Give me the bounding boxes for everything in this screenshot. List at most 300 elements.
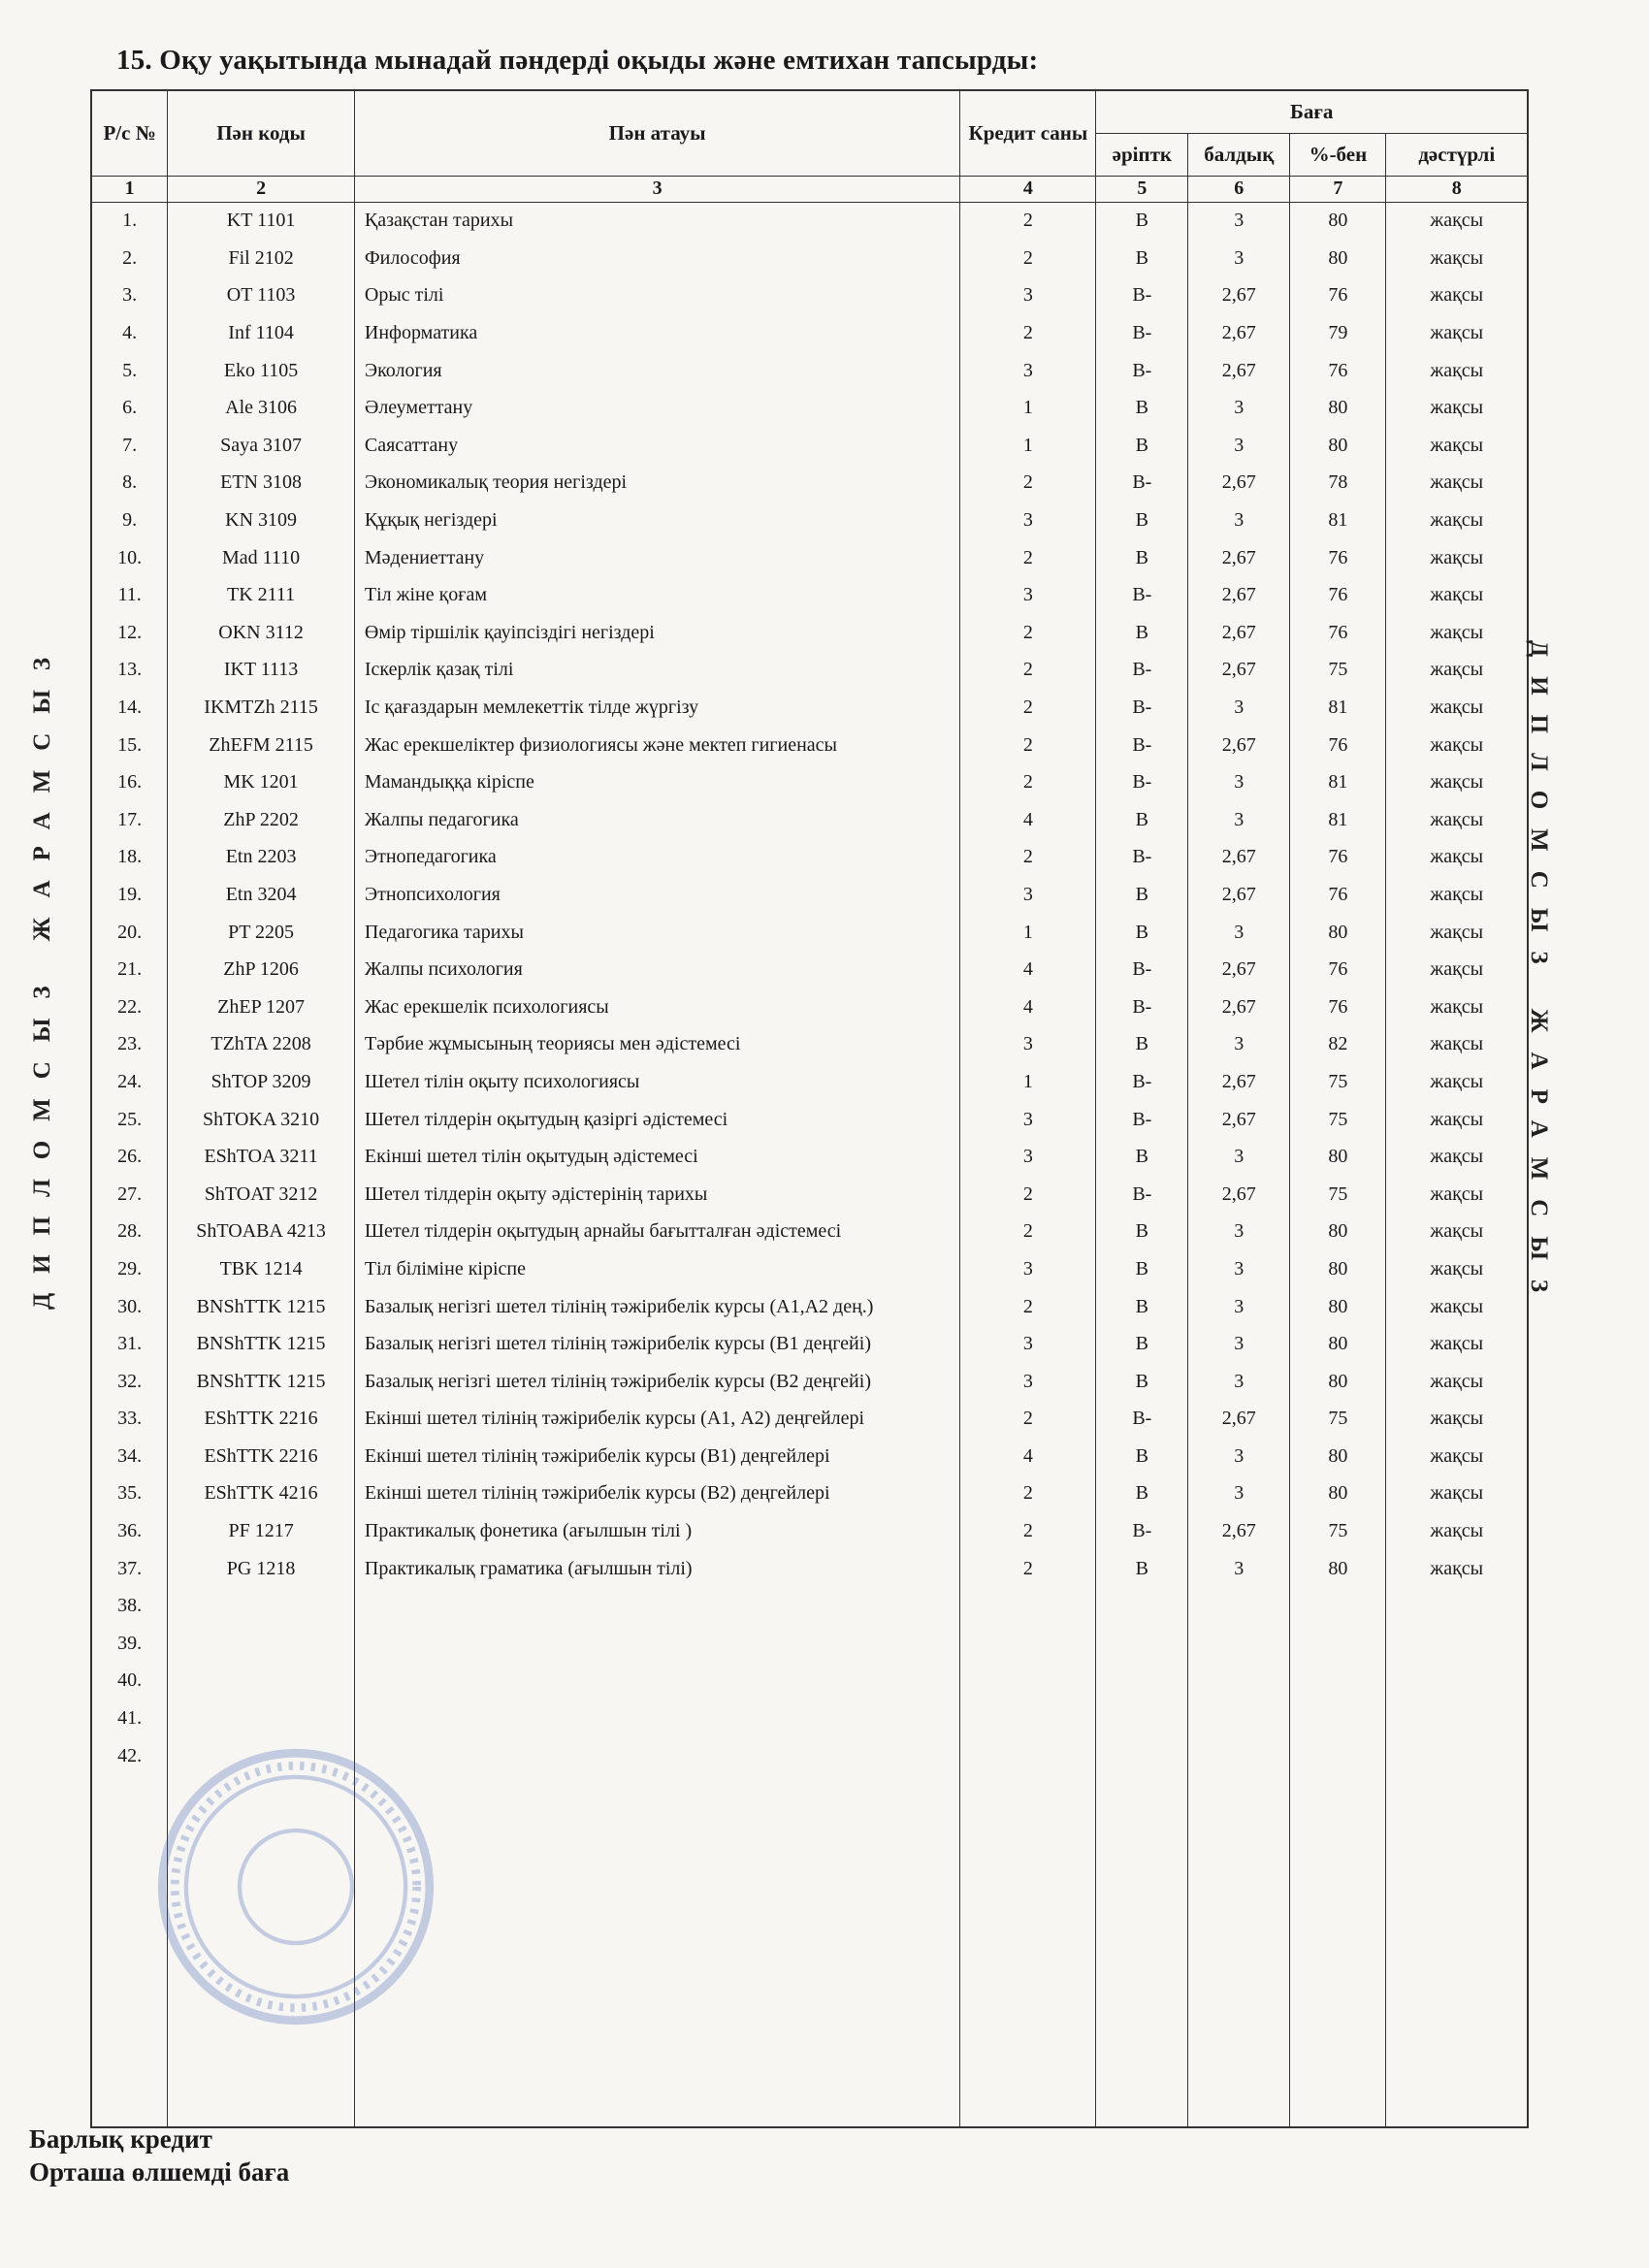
course-name: Педагогика тарихы xyxy=(354,914,959,952)
letter-grade: B xyxy=(1096,614,1188,652)
credits-cell: 3 xyxy=(960,1138,1096,1176)
traditional-grade: жақсы xyxy=(1386,352,1528,390)
table-row xyxy=(91,763,1528,801)
side-watermark-right: ДИПЛОМСЫЗ ЖАРАМСЫЗ xyxy=(1526,640,1552,1312)
row-number: 35. xyxy=(91,1475,168,1513)
header-name: Пән атауы xyxy=(354,90,959,176)
column-number: 7 xyxy=(1290,176,1386,202)
points-grade: 2,67 xyxy=(1188,277,1290,315)
traditional-grade: жақсы xyxy=(1386,1176,1528,1214)
letter-grade: B- xyxy=(1096,727,1188,764)
percent-grade: 80 xyxy=(1290,202,1386,240)
credits-cell: 2 xyxy=(960,763,1096,801)
course-name: Екінші шетел тілінің тәжірибелік курсы (А1, А2) деңгейлері xyxy=(354,1401,959,1439)
letter-grade: B- xyxy=(1096,689,1188,727)
table-row xyxy=(91,1176,1528,1214)
table-row xyxy=(91,1214,1528,1251)
page-title: 15. Оқу уақытында мынадай пәндерді оқыды және емтихан тапсырды: xyxy=(116,45,1039,76)
traditional-grade: жақсы xyxy=(1386,1288,1528,1326)
row-number: 16. xyxy=(91,763,168,801)
points-grade: 3 xyxy=(1188,1214,1290,1251)
course-code: Ale 3106 xyxy=(168,389,355,427)
row-number: 15. xyxy=(91,727,168,764)
course-name: Өмір тіршілік қауіпсіздігі негіздері xyxy=(354,614,959,652)
table-row xyxy=(91,727,1528,764)
filler-cell xyxy=(354,1774,959,2127)
traditional-grade: жақсы xyxy=(1386,502,1528,539)
letter-grade: B xyxy=(1096,1438,1188,1475)
row-number: 19. xyxy=(91,876,168,914)
course-name: Екінші шетел тілінің тәжірибелік курсы (В1) деңгейлері xyxy=(354,1438,959,1475)
row-number: 22. xyxy=(91,988,168,1026)
percent-grade: 78 xyxy=(1290,465,1386,502)
course-code: OKN 3112 xyxy=(168,614,355,652)
table-row xyxy=(91,801,1528,839)
table-row xyxy=(91,1625,1528,1663)
course-code: MK 1201 xyxy=(168,763,355,801)
course-name: Практикалық граматика (ағылшын тілі) xyxy=(354,1550,959,1588)
points-grade: 2,67 xyxy=(1188,614,1290,652)
letter-grade: B- xyxy=(1096,576,1188,614)
table-row xyxy=(91,1288,1528,1326)
course-name: Екінші шетел тілін оқытудың әдістемесі xyxy=(354,1138,959,1176)
column-number: 2 xyxy=(168,176,355,202)
percent-grade: 80 xyxy=(1290,1325,1386,1363)
course-code: Fil 2102 xyxy=(168,240,355,277)
credits-cell: 2 xyxy=(960,614,1096,652)
traditional-grade: жақсы xyxy=(1386,202,1528,240)
column-number: 1 xyxy=(91,176,168,202)
row-number: 20. xyxy=(91,914,168,952)
points-grade: 3 xyxy=(1188,1475,1290,1513)
points-grade: 3 xyxy=(1188,689,1290,727)
traditional-grade: жақсы xyxy=(1386,277,1528,315)
percent-grade: 80 xyxy=(1290,1250,1386,1288)
table-row xyxy=(91,502,1528,539)
percent-grade xyxy=(1290,1587,1386,1625)
column-number: 6 xyxy=(1188,176,1290,202)
row-number: 21. xyxy=(91,951,168,988)
table-row xyxy=(91,652,1528,690)
points-grade: 2,67 xyxy=(1188,988,1290,1026)
points-grade: 2,67 xyxy=(1188,465,1290,502)
header-points: балдық xyxy=(1188,133,1290,176)
official-seal-icon xyxy=(155,1746,436,2027)
table-row xyxy=(91,1512,1528,1550)
traditional-grade: жақсы xyxy=(1386,914,1528,952)
points-grade xyxy=(1188,1737,1290,1775)
side-watermark-left: ДИПЛОМСЫЗ ЖАРАМСЫЗ xyxy=(29,637,55,1310)
points-grade: 2,67 xyxy=(1188,727,1290,764)
percent-grade: 81 xyxy=(1290,763,1386,801)
course-code: KT 1101 xyxy=(168,202,355,240)
credits-cell: 1 xyxy=(960,427,1096,465)
points-grade: 3 xyxy=(1188,801,1290,839)
percent-grade: 76 xyxy=(1290,277,1386,315)
percent-grade: 75 xyxy=(1290,1512,1386,1550)
percent-grade: 76 xyxy=(1290,876,1386,914)
traditional-grade: жақсы xyxy=(1386,576,1528,614)
header-letter: әріптк xyxy=(1096,133,1188,176)
course-name: Шетел тілін оқыту психологиясы xyxy=(354,1063,959,1101)
points-grade xyxy=(1188,1587,1290,1625)
points-grade: 2,67 xyxy=(1188,539,1290,577)
percent-grade: 76 xyxy=(1290,576,1386,614)
course-code: Mad 1110 xyxy=(168,539,355,577)
course-code: ETN 3108 xyxy=(168,465,355,502)
credits-cell: 1 xyxy=(960,1063,1096,1101)
course-code: Etn 3204 xyxy=(168,876,355,914)
row-number: 6. xyxy=(91,389,168,427)
table-row xyxy=(91,465,1528,502)
table-row xyxy=(91,539,1528,577)
traditional-grade: жақсы xyxy=(1386,465,1528,502)
points-grade xyxy=(1188,1625,1290,1663)
points-grade: 3 xyxy=(1188,1363,1290,1401)
percent-grade: 76 xyxy=(1290,839,1386,877)
traditional-grade: жақсы xyxy=(1386,1250,1528,1288)
course-code: BNShTTK 1215 xyxy=(168,1325,355,1363)
traditional-grade: жақсы xyxy=(1386,727,1528,764)
letter-grade: B- xyxy=(1096,763,1188,801)
letter-grade: B- xyxy=(1096,1101,1188,1139)
traditional-grade: жақсы xyxy=(1386,1026,1528,1064)
points-grade: 3 xyxy=(1188,389,1290,427)
credits-cell: 2 xyxy=(960,314,1096,352)
letter-grade: B xyxy=(1096,914,1188,952)
header-num: Р/с № xyxy=(91,90,168,176)
course-code: BNShTTK 1215 xyxy=(168,1288,355,1326)
letter-grade: B xyxy=(1096,876,1188,914)
points-grade: 3 xyxy=(1188,914,1290,952)
table-row xyxy=(91,614,1528,652)
row-number: 25. xyxy=(91,1101,168,1139)
credits-cell: 4 xyxy=(960,1438,1096,1475)
letter-grade xyxy=(1096,1700,1188,1737)
points-grade: 3 xyxy=(1188,1138,1290,1176)
letter-grade: B- xyxy=(1096,839,1188,877)
course-name: Практикалық фонетика (ағылшын тілі ) xyxy=(354,1512,959,1550)
percent-grade: 76 xyxy=(1290,539,1386,577)
credits-cell: 3 xyxy=(960,1250,1096,1288)
percent-grade: 80 xyxy=(1290,1288,1386,1326)
course-code: TBK 1214 xyxy=(168,1250,355,1288)
points-grade: 2,67 xyxy=(1188,576,1290,614)
row-number: 24. xyxy=(91,1063,168,1101)
row-number: 5. xyxy=(91,352,168,390)
percent-grade: 75 xyxy=(1290,652,1386,690)
course-name xyxy=(354,1737,959,1775)
traditional-grade: жақсы xyxy=(1386,988,1528,1026)
course-name: Экология xyxy=(354,352,959,390)
letter-grade xyxy=(1096,1587,1188,1625)
course-code: TZhTA 2208 xyxy=(168,1026,355,1064)
points-grade: 3 xyxy=(1188,1288,1290,1326)
points-grade xyxy=(1188,1663,1290,1701)
credits-cell: 1 xyxy=(960,914,1096,952)
course-name: Жалпы педагогика xyxy=(354,801,959,839)
points-grade: 3 xyxy=(1188,427,1290,465)
header-grade: Баға xyxy=(1096,90,1528,133)
course-name xyxy=(354,1700,959,1737)
course-name: Этнопсихология xyxy=(354,876,959,914)
course-code: ShTOKA 3210 xyxy=(168,1101,355,1139)
course-code: ZhP 2202 xyxy=(168,801,355,839)
traditional-grade: жақсы xyxy=(1386,1438,1528,1475)
percent-grade xyxy=(1290,1663,1386,1701)
letter-grade: B- xyxy=(1096,352,1188,390)
points-grade: 3 xyxy=(1188,502,1290,539)
table-row xyxy=(91,314,1528,352)
row-number: 29. xyxy=(91,1250,168,1288)
percent-grade: 76 xyxy=(1290,727,1386,764)
course-name xyxy=(354,1663,959,1701)
course-name: Орыс тілі xyxy=(354,277,959,315)
course-name xyxy=(354,1625,959,1663)
row-number: 17. xyxy=(91,801,168,839)
table-row xyxy=(91,1401,1528,1439)
credits-cell: 2 xyxy=(960,1176,1096,1214)
points-grade: 3 xyxy=(1188,202,1290,240)
table-row xyxy=(91,389,1528,427)
table-row xyxy=(91,839,1528,877)
table-row xyxy=(91,1438,1528,1475)
table-row xyxy=(91,1700,1528,1737)
credits-cell: 3 xyxy=(960,277,1096,315)
header-code: Пән коды xyxy=(168,90,355,176)
points-grade: 2,67 xyxy=(1188,352,1290,390)
traditional-grade: жақсы xyxy=(1386,1401,1528,1439)
percent-grade: 76 xyxy=(1290,951,1386,988)
credits-cell: 2 xyxy=(960,652,1096,690)
course-code xyxy=(168,1625,355,1663)
course-code: Eko 1105 xyxy=(168,352,355,390)
table-row xyxy=(91,1363,1528,1401)
points-grade: 3 xyxy=(1188,1438,1290,1475)
table-row xyxy=(91,1663,1528,1701)
course-name: Базалық негізгі шетел тілінің тәжірибелік курсы (А1,А2 дең.) xyxy=(354,1288,959,1326)
row-number: 39. xyxy=(91,1625,168,1663)
traditional-grade xyxy=(1386,1625,1528,1663)
course-name: Экономикалық теория негіздері xyxy=(354,465,959,502)
points-grade: 2,67 xyxy=(1188,1512,1290,1550)
credits-cell: 3 xyxy=(960,576,1096,614)
credits-cell: 3 xyxy=(960,1101,1096,1139)
letter-grade: B- xyxy=(1096,988,1188,1026)
credits-cell: 2 xyxy=(960,202,1096,240)
course-name: Жалпы психология xyxy=(354,951,959,988)
column-number: 8 xyxy=(1386,176,1528,202)
table-row xyxy=(91,240,1528,277)
traditional-grade: жақсы xyxy=(1386,1363,1528,1401)
row-number: 42. xyxy=(91,1737,168,1775)
gpa-label: Орташа өлшемді баға xyxy=(29,2157,290,2187)
course-name: Іскерлік қазақ тілі xyxy=(354,652,959,690)
credits-cell xyxy=(960,1737,1096,1775)
table-row xyxy=(91,876,1528,914)
course-name: Тіл біліміне кіріспе xyxy=(354,1250,959,1288)
credits-cell: 2 xyxy=(960,1288,1096,1326)
percent-grade: 76 xyxy=(1290,614,1386,652)
course-code: ShTOP 3209 xyxy=(168,1063,355,1101)
traditional-grade: жақсы xyxy=(1386,839,1528,877)
percent-grade: 80 xyxy=(1290,914,1386,952)
credits-cell: 3 xyxy=(960,1026,1096,1064)
letter-grade: B- xyxy=(1096,1401,1188,1439)
column-number: 5 xyxy=(1096,176,1188,202)
credits-cell: 4 xyxy=(960,988,1096,1026)
letter-grade: B xyxy=(1096,801,1188,839)
credits-cell: 1 xyxy=(960,389,1096,427)
traditional-grade: жақсы xyxy=(1386,1550,1528,1588)
course-name: Информатика xyxy=(354,314,959,352)
points-grade: 3 xyxy=(1188,763,1290,801)
row-number: 12. xyxy=(91,614,168,652)
header-traditional: дәстүрлі xyxy=(1386,133,1528,176)
traditional-grade: жақсы xyxy=(1386,689,1528,727)
percent-grade: 81 xyxy=(1290,689,1386,727)
table-row xyxy=(91,951,1528,988)
table-row xyxy=(91,1138,1528,1176)
course-code: TK 2111 xyxy=(168,576,355,614)
points-grade: 3 xyxy=(1188,1550,1290,1588)
credits-cell: 2 xyxy=(960,1512,1096,1550)
row-number: 10. xyxy=(91,539,168,577)
traditional-grade: жақсы xyxy=(1386,1138,1528,1176)
percent-grade: 76 xyxy=(1290,352,1386,390)
percent-grade: 75 xyxy=(1290,1063,1386,1101)
course-code xyxy=(168,1700,355,1737)
traditional-grade: жақсы xyxy=(1386,652,1528,690)
traditional-grade: жақсы xyxy=(1386,314,1528,352)
credits-cell: 2 xyxy=(960,539,1096,577)
row-number: 8. xyxy=(91,465,168,502)
course-code: IKMTZh 2115 xyxy=(168,689,355,727)
table-row xyxy=(91,1063,1528,1101)
row-number: 37. xyxy=(91,1550,168,1588)
letter-grade: B xyxy=(1096,1288,1188,1326)
row-number: 36. xyxy=(91,1512,168,1550)
percent-grade: 80 xyxy=(1290,1438,1386,1475)
letter-grade: B xyxy=(1096,539,1188,577)
percent-grade: 80 xyxy=(1290,389,1386,427)
credits-cell: 2 xyxy=(960,689,1096,727)
letter-grade: B xyxy=(1096,1475,1188,1513)
points-grade: 3 xyxy=(1188,1026,1290,1064)
course-code: EShTTK 2216 xyxy=(168,1401,355,1439)
letter-grade xyxy=(1096,1625,1188,1663)
row-number: 2. xyxy=(91,240,168,277)
row-number: 40. xyxy=(91,1663,168,1701)
row-number: 1. xyxy=(91,202,168,240)
percent-grade: 80 xyxy=(1290,1363,1386,1401)
traditional-grade: жақсы xyxy=(1386,614,1528,652)
percent-grade: 80 xyxy=(1290,1214,1386,1251)
course-name: Мәдениеттану xyxy=(354,539,959,577)
table-row xyxy=(91,1250,1528,1288)
traditional-grade: жақсы xyxy=(1386,1325,1528,1363)
course-code: ZhEFM 2115 xyxy=(168,727,355,764)
credits-cell: 2 xyxy=(960,1550,1096,1588)
row-number: 32. xyxy=(91,1363,168,1401)
traditional-grade: жақсы xyxy=(1386,763,1528,801)
credits-cell: 3 xyxy=(960,1363,1096,1401)
points-grade: 2,67 xyxy=(1188,876,1290,914)
row-number: 11. xyxy=(91,576,168,614)
table-row xyxy=(91,576,1528,614)
traditional-grade xyxy=(1386,1663,1528,1701)
course-code: PF 1217 xyxy=(168,1512,355,1550)
credits-cell: 2 xyxy=(960,1475,1096,1513)
percent-grade xyxy=(1290,1625,1386,1663)
letter-grade: B- xyxy=(1096,314,1188,352)
letter-grade: B- xyxy=(1096,951,1188,988)
letter-grade: B xyxy=(1096,389,1188,427)
traditional-grade xyxy=(1386,1587,1528,1625)
letter-grade xyxy=(1096,1737,1188,1775)
letter-grade xyxy=(1096,1663,1188,1701)
percent-grade: 80 xyxy=(1290,1138,1386,1176)
course-name: Жас ерекшеліктер физиологиясы және мектеп гигиенасы xyxy=(354,727,959,764)
filler-cell xyxy=(1188,1774,1290,2127)
course-name: Тәрбие жұмысының теориясы мен әдістемесі xyxy=(354,1026,959,1064)
letter-grade: B xyxy=(1096,427,1188,465)
row-number: 34. xyxy=(91,1438,168,1475)
course-code: ShTOABA 4213 xyxy=(168,1214,355,1251)
table-row xyxy=(91,202,1528,240)
credits-cell xyxy=(960,1587,1096,1625)
row-number: 31. xyxy=(91,1325,168,1363)
points-grade: 3 xyxy=(1188,1325,1290,1363)
column-number: 3 xyxy=(354,176,959,202)
traditional-grade: жақсы xyxy=(1386,1101,1528,1139)
course-code xyxy=(168,1663,355,1701)
filler-cell xyxy=(1096,1774,1188,2127)
credits-cell: 3 xyxy=(960,1325,1096,1363)
table-row xyxy=(91,1101,1528,1139)
percent-grade: 80 xyxy=(1290,427,1386,465)
credits-cell: 2 xyxy=(960,1214,1096,1251)
credits-cell: 4 xyxy=(960,801,1096,839)
points-grade: 2,67 xyxy=(1188,652,1290,690)
course-code: Etn 2203 xyxy=(168,839,355,877)
course-name: Этнопедагогика xyxy=(354,839,959,877)
course-code xyxy=(168,1587,355,1625)
percent-grade: 80 xyxy=(1290,1475,1386,1513)
traditional-grade: жақсы xyxy=(1386,801,1528,839)
points-grade: 2,67 xyxy=(1188,1063,1290,1101)
traditional-grade: жақсы xyxy=(1386,876,1528,914)
course-name: Базалық негізгі шетел тілінің тәжірибелік курсы (В2 деңгейі) xyxy=(354,1363,959,1401)
traditional-grade: жақсы xyxy=(1386,427,1528,465)
letter-grade: B xyxy=(1096,1363,1188,1401)
points-grade: 2,67 xyxy=(1188,1176,1290,1214)
course-code: EShTTK 2216 xyxy=(168,1438,355,1475)
course-name: Жас ерекшелік психологиясы xyxy=(354,988,959,1026)
filler-cell xyxy=(960,1774,1096,2127)
row-number: 14. xyxy=(91,689,168,727)
percent-grade: 81 xyxy=(1290,502,1386,539)
course-code: PG 1218 xyxy=(168,1550,355,1588)
points-grade: 2,67 xyxy=(1188,1101,1290,1139)
letter-grade: B xyxy=(1096,502,1188,539)
points-grade: 3 xyxy=(1188,1250,1290,1288)
table-row xyxy=(91,1475,1528,1513)
traditional-grade: жақсы xyxy=(1386,1475,1528,1513)
course-code: OT 1103 xyxy=(168,277,355,315)
traditional-grade: жақсы xyxy=(1386,1214,1528,1251)
course-name: Шетел тілдерін оқытудың арнайы бағытталған әдістемесі xyxy=(354,1214,959,1251)
